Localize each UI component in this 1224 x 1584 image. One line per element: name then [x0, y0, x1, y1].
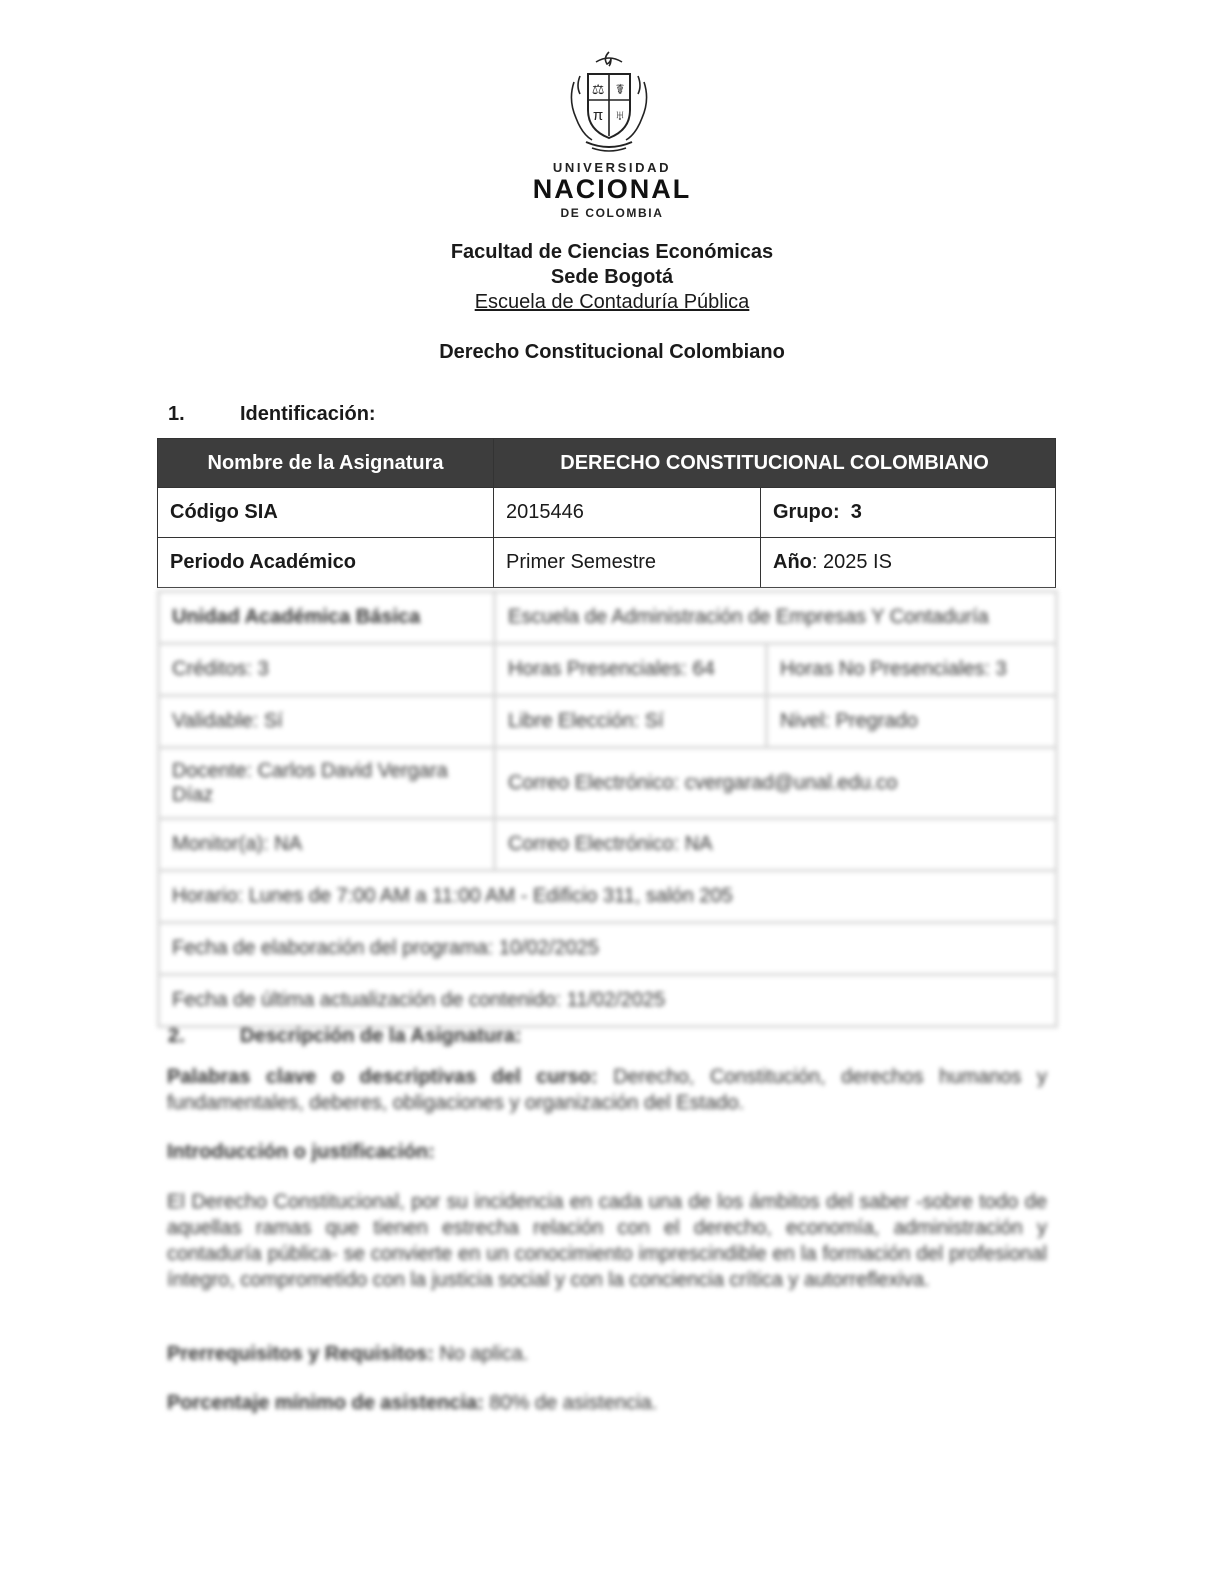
table-row — [159, 923, 1057, 975]
section-2-number: 2. — [168, 1025, 185, 1047]
asistencia-paragraph — [167, 1390, 1047, 1416]
course-title: Derecho Constitucional Colombiano — [439, 341, 785, 363]
anio-cell — [761, 538, 1056, 588]
section-1-heading — [168, 403, 376, 426]
table-row — [159, 696, 1057, 748]
intro-paragraph: El Derecho Constitucional, por su incidencia en cada una de los ámbitos del saber -sobre todo de aquellas ramas que tienen estrecha relación con el derecho, economía, administración y contaduría pública- se convierte en un conocimiento imprescindible en la formación del profesional íntegro, comprometido con la justicia social y con la conciencia crítica y autorreflexiva. — [167, 1191, 1047, 1291]
table-row — [159, 644, 1057, 696]
subject-name-label: Nombre de la Asignatura — [158, 439, 494, 488]
table-row — [159, 975, 1057, 1027]
fecha-actualizacion-cell: Fecha de última actualización de contenido: 11/02/2025 — [159, 975, 1057, 1027]
prereq-label: Prerrequisitos y Requisitos: — [167, 1343, 434, 1365]
subject-name-value: DERECHO CONSTITUCIONAL COLOMBIANO — [494, 439, 1056, 488]
campus-title: Sede Bogotá — [550, 266, 674, 288]
horas-presenciales-cell: Horas Presenciales: 64 — [495, 644, 767, 696]
section-2-heading — [168, 1025, 522, 1048]
table-row — [159, 592, 1057, 644]
svg-text:π: π — [592, 107, 604, 124]
keywords-label: Palabras clave o descriptivas del curso: — [167, 1066, 598, 1088]
section-1-title: Identificación: — [240, 403, 376, 425]
university-crest-icon — [566, 48, 652, 156]
libre-eleccion-cell: Libre Elección: Sí — [495, 696, 767, 748]
fecha-elaboracion-cell: Fecha de elaboración del programa: 10/02/2025 — [159, 923, 1057, 975]
identification-table-blurred — [157, 590, 1058, 1028]
validable-cell: Validable: Sí — [159, 696, 495, 748]
table-header-row — [158, 439, 1056, 488]
grupo-label: Grupo: — [773, 501, 840, 523]
docente-cell: Docente: Carlos David Vergara Díaz — [159, 748, 495, 819]
table-row — [159, 819, 1057, 871]
periodo-label: Periodo Académico — [158, 538, 494, 588]
faculty-title: Facultad de Ciencias Económicas — [450, 241, 774, 263]
periodo-value: Primer Semestre — [494, 538, 761, 588]
horario-cell: Horario: Lunes de 7:00 AM a 11:00 AM - Edificio 311, salón 205 — [159, 871, 1057, 923]
creditos-cell: Créditos: 3 — [159, 644, 495, 696]
svg-text:⚖: ⚖ — [591, 81, 605, 97]
horas-no-presenciales-cell: Horas No Presenciales: 3 — [767, 644, 1057, 696]
university-name-top: UNIVERSIDAD — [552, 160, 672, 175]
university-name-main: NACIONAL — [532, 174, 692, 204]
table-row — [159, 748, 1057, 819]
intro-label: Introducción o justificación: — [167, 1141, 435, 1163]
correo-monitor-cell: Correo Electrónico: NA — [495, 819, 1057, 871]
codigo-label: Código SIA — [158, 488, 494, 538]
anio-value: : 2025 IS — [811, 551, 892, 573]
section-2-title: Descripción de la Asignatura: — [240, 1025, 522, 1047]
table-row — [159, 871, 1057, 923]
table-row — [158, 488, 1056, 538]
school-title: Escuela de Contaduría Pública — [474, 291, 750, 313]
prereq-paragraph — [167, 1341, 1047, 1367]
correo-docente-cell: Correo Electrónico: cvergarad@unal.edu.co — [495, 748, 1057, 819]
grupo-cell — [761, 488, 1056, 538]
university-name-bottom: DE COLOMBIA — [560, 206, 664, 220]
identification-table — [157, 438, 1056, 588]
section-1-number: 1. — [168, 403, 185, 425]
keywords-text: Derecho, Constitución, derechos humanos y fundamentales, deberes, obligaciones y organización del Estado. — [167, 1066, 1048, 1114]
unidad-label: Unidad Académica Básica — [159, 592, 495, 644]
asistencia-text: 80% de asistencia. — [489, 1392, 658, 1414]
monitor-cell: Monitor(a): NA — [159, 819, 495, 871]
grupo-value: 3 — [850, 501, 862, 523]
nivel-cell: Nivel: Pregrado — [767, 696, 1057, 748]
asistencia-label: Porcentaje mínimo de asistencia: — [167, 1392, 484, 1414]
prereq-text: No aplica. — [439, 1343, 529, 1365]
keywords-paragraph — [167, 1064, 1047, 1116]
unidad-value: Escuela de Administración de Empresas Y Contaduría — [495, 592, 1057, 644]
anio-label: Año — [773, 551, 812, 573]
svg-text:☤: ☤ — [615, 81, 625, 97]
codigo-value: 2015446 — [494, 488, 761, 538]
table-row — [158, 538, 1056, 588]
svg-text:♅: ♅ — [614, 107, 626, 123]
